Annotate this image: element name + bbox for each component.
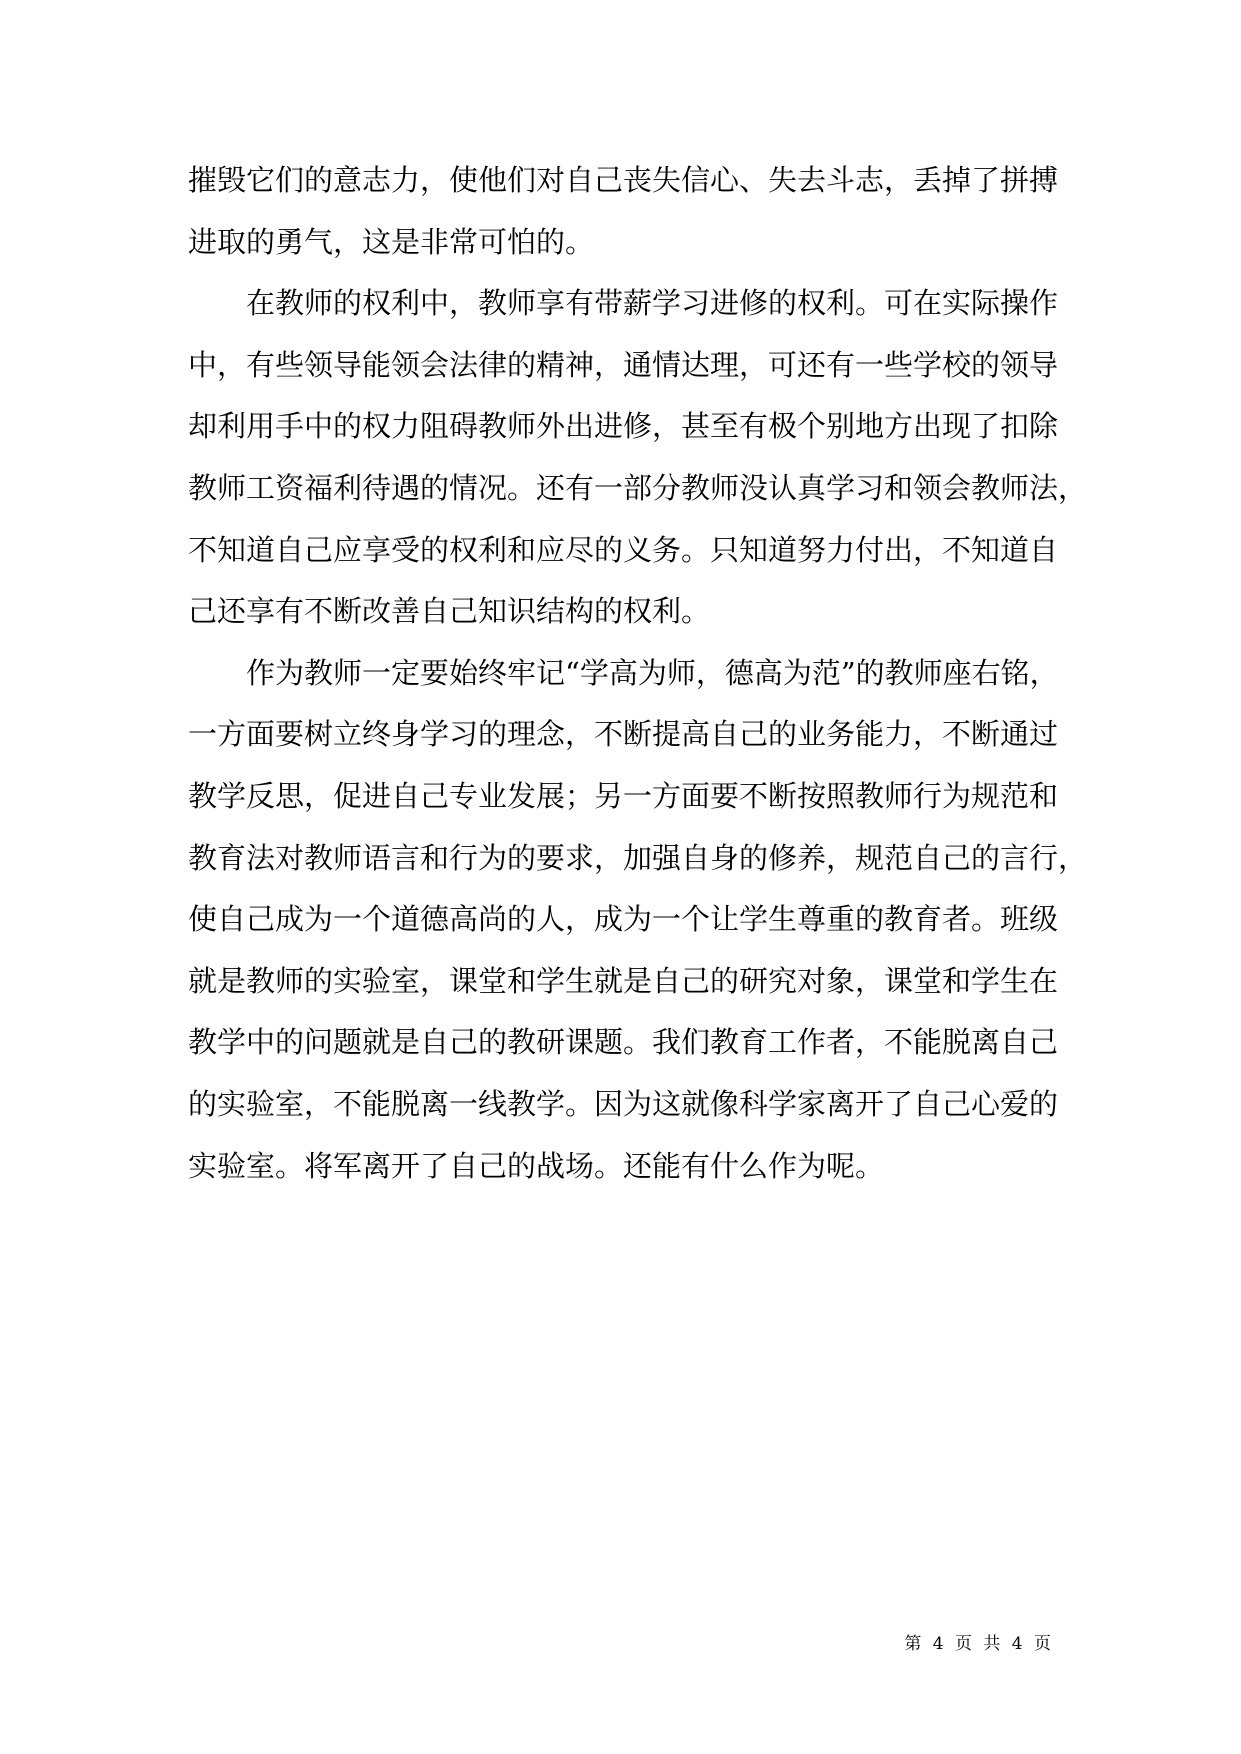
paragraph-line: 教学反思，促进自己专业发展；另一方面要不断按照教师行为规范和 — [188, 778, 1059, 813]
paragraph-line: 己还享有不断改善自己知识结构的权利。 — [188, 594, 711, 629]
paragraph-line: 教育法对教师语言和行为的要求，加强自身的修养，规范自己的言行， — [188, 840, 1088, 875]
paragraph-line: 教师工资福利待遇的情况。还有一部分教师没认真学习和领会教师法， — [188, 470, 1088, 505]
document-body — [188, 150, 1088, 1197]
paragraph-line: 在教师的权利中，教师享有带薪学习进修的权利。可在实际操作 — [246, 286, 1059, 321]
paragraph-line: 摧毁它们的意志力，使他们对自己丧失信心、失去斗志，丢掉了拼搏 — [188, 163, 1059, 197]
paragraph-line: 的实验室，不能脱离一线教学。因为这就像科学家离开了自己心爱的 — [188, 1086, 1059, 1121]
paragraph-3 — [188, 643, 1088, 1197]
paragraph-1 — [188, 150, 1059, 273]
paragraph-line: 却利用手中的权力阻碍教师外出进修，甚至有极个别地方出现了扣除 — [188, 409, 1059, 444]
paragraph-line: 教学中的问题就是自己的教研课题。我们教育工作者，不能脱离自己 — [188, 1025, 1059, 1060]
paragraph-line: 一方面要树立终身学习的理念，不断提高自己的业务能力，不断通过 — [188, 717, 1059, 752]
page-number-footer: 第 4 页 共 4 页 — [904, 1634, 1054, 1654]
paragraph-line: 作为教师一定要始终牢记“学高为师，德高为范”的教师座右铭， — [246, 655, 1059, 690]
paragraph-line: 不知道自己应享受的权利和应尽的义务。只知道努力付出，不知道自 — [188, 532, 1059, 567]
paragraph-line: 进取的勇气，这是非常可怕的。 — [188, 224, 595, 259]
paragraph-2 — [188, 273, 1088, 643]
paragraph-line: 使自己成为一个道德高尚的人，成为一个让学生尊重的教育者。班级 — [188, 902, 1059, 937]
paragraph-line: 实验室。将军离开了自己的战场。还能有什么作为呢。 — [188, 1148, 885, 1183]
paragraph-line: 就是教师的实验室，课堂和学生就是自己的研究对象，课堂和学生在 — [188, 963, 1059, 998]
paragraph-line: 中，有些领导能领会法律的精神，通情达理，可还有一些学校的领导 — [188, 347, 1059, 382]
